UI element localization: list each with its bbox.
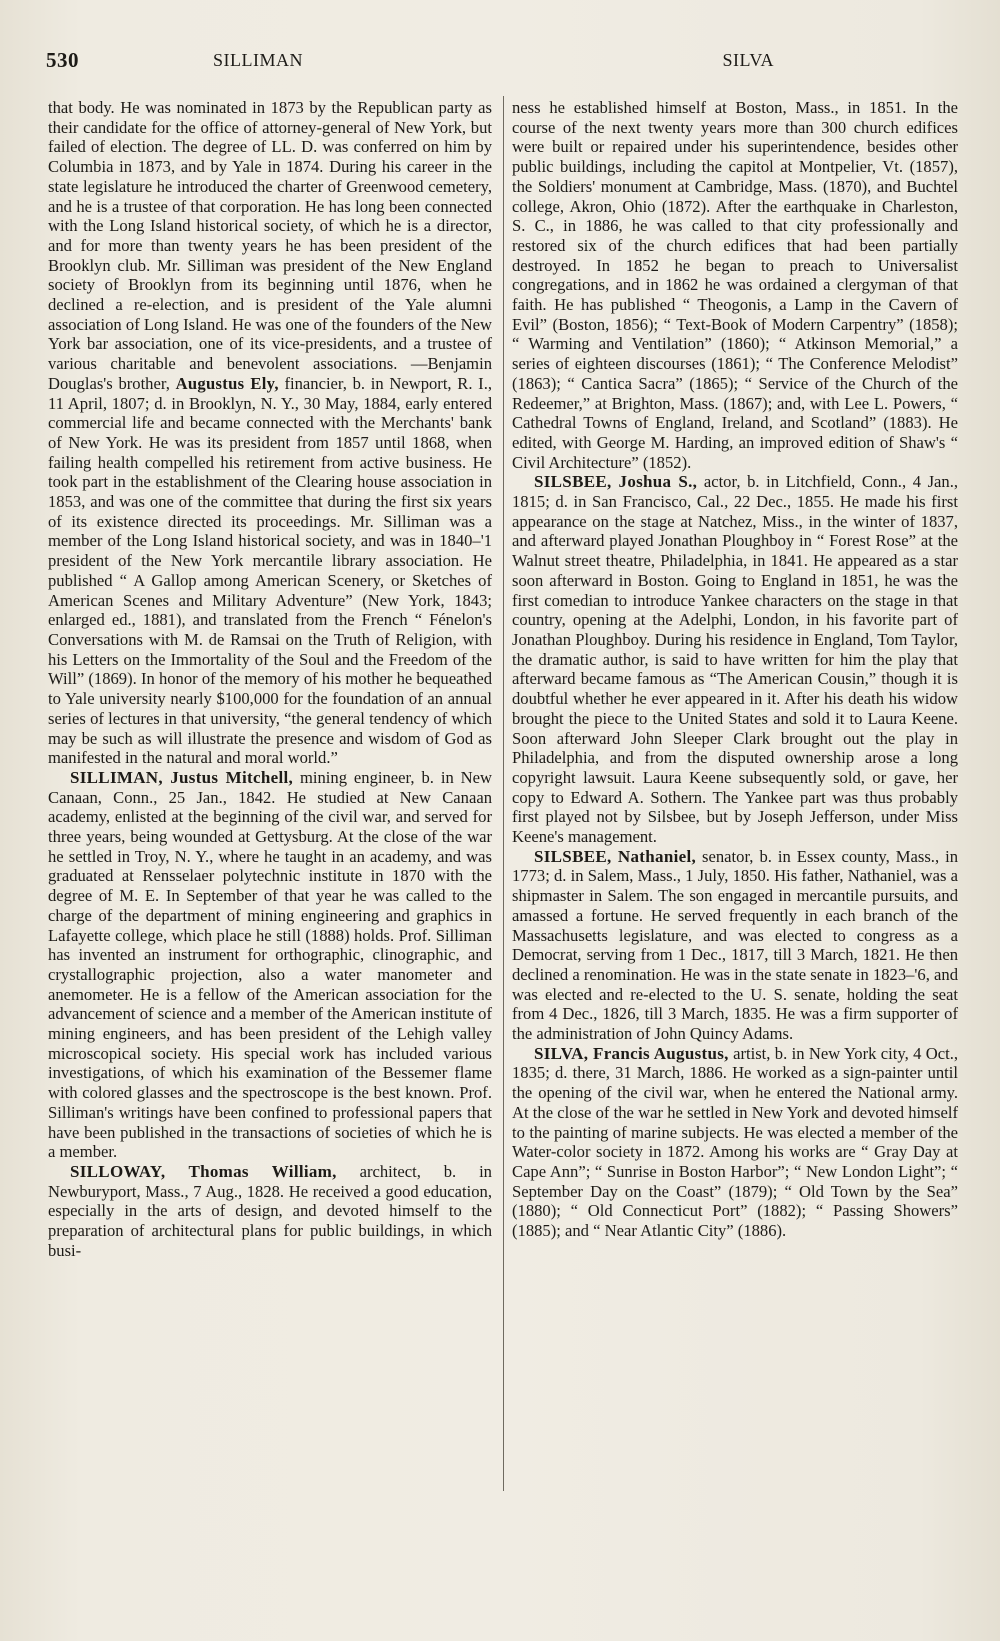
entry-text: artist, b. in New York city, 4 Oct., 1835; d. there, 31 March, 1886. He worked as a sign-painter until the opening of the civil war, when he entered the National army. At the close of the war he settled in New York and devoted himself to the painting of marine subjects. He was elected a member of the Water-color society in 1872. Among his works are “ Gray Day at Cape Ann”; “ Sunrise in Boston Harbor”; “ New London Light”; “ September Day on the Coast” (1879); “ Old Town by the Sea” (1880); “ Old Connecticut Port” (1882); “ Passing Showers” (1885); and “ Near Atlantic City” (1886).	[512, 1043, 958, 1241]
entry-justus-silliman	[48, 768, 492, 1162]
entry-francis-silva	[512, 1044, 958, 1241]
entry-continuation	[48, 98, 492, 768]
running-head	[46, 48, 954, 78]
entry-headword: SILSBEE, Nathaniel,	[534, 846, 697, 866]
left-column	[48, 98, 492, 1260]
entry-headword: SILVA, Francis Augustus,	[534, 1043, 729, 1063]
entry-headword: SILLOWAY, Thomas William,	[70, 1161, 337, 1181]
entry-text: architect, b. in Newburyport, Mass., 7 Aug., 1828. He received a good education, especially in the arts of design, and devoted himself to the preparation of architectural plans for public buildings, in which busi-	[48, 1161, 492, 1260]
entry-headword: SILLIMAN, Justus Mitchell,	[70, 767, 294, 787]
entry-text: financier, b. in Newport, R. I., 11 April, 1807; d. in Brooklyn, N. Y., 30 May, 1884, early entered commercial life and became connected with the Merchants' bank of New York. He was its president from 1857 until 1868, when failing health compelled his retirement from active business. He took part in the establishment of the Clearing house association in 1853, and was one of the committee that during the first six years of its existence directed its proceedings. Mr. Silliman was a member of the Long Island historical society, and was in 1840–'1 president of the New York mercantile library association. He published “ A Gallop among American Scenery, or Sketches of American Scenes and Military Adventure” (New York, 1843; enlarged ed., 1881), and translated from the French “ Fénelon's Conversations with M. de Ramsai on the Truth of Religion, with his Letters on the Immortality of the Soul and the Freedom of the Will” (1869). In honor of the memory of his mother he bequeathed to Yale university nearly $100,000 for the foundation of an annual series of lectures in that university, “the general tendency of which may be such as will illustrate the presence and wisdom of God as manifested in the natural and moral world.”	[48, 373, 492, 768]
page-number: 530	[46, 48, 79, 72]
entry-text: that body. He was nominated in 1873 by the Republican party as their candidate for the office of attorney-general of New York, but failed of election. The degree of LL. D. was conferred on him by Columbia in 1873, and by Yale in 1874. During his career in the state legislature he introduced the charter of Greenwood cemetery, and he is a trustee of that corporation. He has long been connected with the Long Island historical society, of which he is a director, and for more than twenty years he has been president of the Brooklyn club. Mr. Silliman was president of the New England society of Brooklyn from its beginning until 1876, when he declined a re-election, and is president of the Yale alumni association of Long Island. He was one of the founders of the New York bar association, one of its vice-presidents, and a trustee of various charitable and benevolent associations. —Benjamin Douglas's brother,	[48, 98, 492, 393]
entry-joshua-silsbee	[512, 472, 958, 846]
subentry-name: Augustus Ely,	[175, 373, 279, 393]
entry-text: actor, b. in Litchfield, Conn., 4 Jan., 1815; d. in San Francisco, Cal., 22 Dec., 1855. He made his first appearance on the stage at Natchez, Miss., in the winter of 1837, and afterward played Jonathan Ploughboy in “ Forest Rose” at the Walnut street theatre, Philadelphia, in 1841. He appeared as a star soon afterward in Boston. Going to England in 1851, he was the first comedian to introduce Yankee characters on the stage in that country, opening at the Adelphi, London, in his favorite part of Jonathan Ploughboy. During his residence in England, Tom Taylor, the dramatic author, is said to have written for him the play that afterward became famous as “The American Cousin,” though it is doubtful whether he ever appeared in it. After his death his widow brought the piece to the United States and sold it to Laura Keene. Soon afterward John Sleeper Clark brought out the play in Philadelphia, and from the disputed ownership arose a long copyright lawsuit. Laura Keene subsequently sold, or gave, her copy to Edward A. Sothern. The Yankee part was thus probably first played not by Silsbee, but by Joseph Jefferson, under Miss Keene's management.	[512, 472, 959, 847]
entry-thomas-silloway	[48, 1162, 492, 1261]
entry-headword: SILSBEE, Joshua S.,	[534, 472, 698, 492]
entry-continuation	[512, 98, 958, 472]
entry-nathaniel-silsbee	[512, 847, 958, 1044]
right-column	[512, 98, 958, 1241]
column-divider	[503, 96, 504, 1491]
left-running-head: SILLIMAN	[213, 50, 303, 70]
entry-text: senator, b. in Essex county, Mass., in 1773; d. in Salem, Mass., 1 July, 1850. His father, Nathaniel, was a shipmaster in Salem. The son engaged in mercantile pursuits, and amassed a fortune. He served frequently in each branch of the Massachusetts legislature, and was elected to congress as a Democrat, serving from 1 Dec., 1817, till 3 March, 1821. He then declined a renomination. He was in the state senate in 1823–'6, and was elected and re-elected to the U. S. senate, holding the seat from 4 Dec., 1826, till 3 March, 1835. He was a firm supporter of the administration of John Quincy Adams.	[512, 846, 958, 1044]
right-running-head: SILVA	[722, 50, 774, 70]
entry-text: mining engineer, b. in New Canaan, Conn., 25 Jan., 1842. He studied at New Canaan academy, enlisted at the beginning of the civil war, and served for three years, being wounded at Gettysburg. At the close of the war he settled in Troy, N. Y., where he taught in an academy, and was graduated at Rensselaer polytechnic institute in 1870 with the degree of M. E. In September of that year he was called to the charge of the department of mining engineering and graphics in Lafayette college, which place he still (1888) holds. Prof. Silliman has invented an instrument for orthographic, clinographic, and crystallographic projection, also a water manometer and anemometer. He is a fellow of the American association for the advancement of science and a member of the American institute of mining engineers, and has been president of the Lehigh valley microscopical society. His special work has included various investigations, of which his examination of the Bessemer flame with colored glasses and the spectroscope is the best known. Prof. Silliman's writings have been confined to professional papers that have been published in the transactions of societies of which he is a member.	[48, 767, 492, 1162]
entry-text: ness he established himself at Boston, Mass., in 1851. In the course of the next twenty years more than 300 church edifices were built or repaired under his superintendence, besides other public buildings, including the capitol at Montpelier, Vt. (1857), the Soldiers' monument at Cambridge, Mass. (1870), and Buchtel college, Akron, Ohio (1872). After the earthquake in Charleston, S. C., in 1886, he was called to that city professionally and restored six of the church edifices that had been partially destroyed. In 1852 he began to preach to Universalist congregations, and in 1862 he was ordained a clergyman of that faith. He has published “ Theogonis, a Lamp in the Cavern of Evil” (Boston, 1856); “ Text-Book of Modern Carpentry” (1858); “ Warming and Ventilation” (1860); “ Atkinson Memorial,” a series of eighteen discourses (1861); “ The Conference Melodist” (1863); “ Cantica Sacra” (1865); “ Service of the Church of the Redeemer,” at Brighton, Mass. (1867); and, with Lee L. Powers, “ Cathedral Towns of England, Ireland, and Scotland” (1883). He edited, with George M. Harding, an improved edition of Shaw's “ Civil Architecture” (1852).	[512, 98, 958, 472]
